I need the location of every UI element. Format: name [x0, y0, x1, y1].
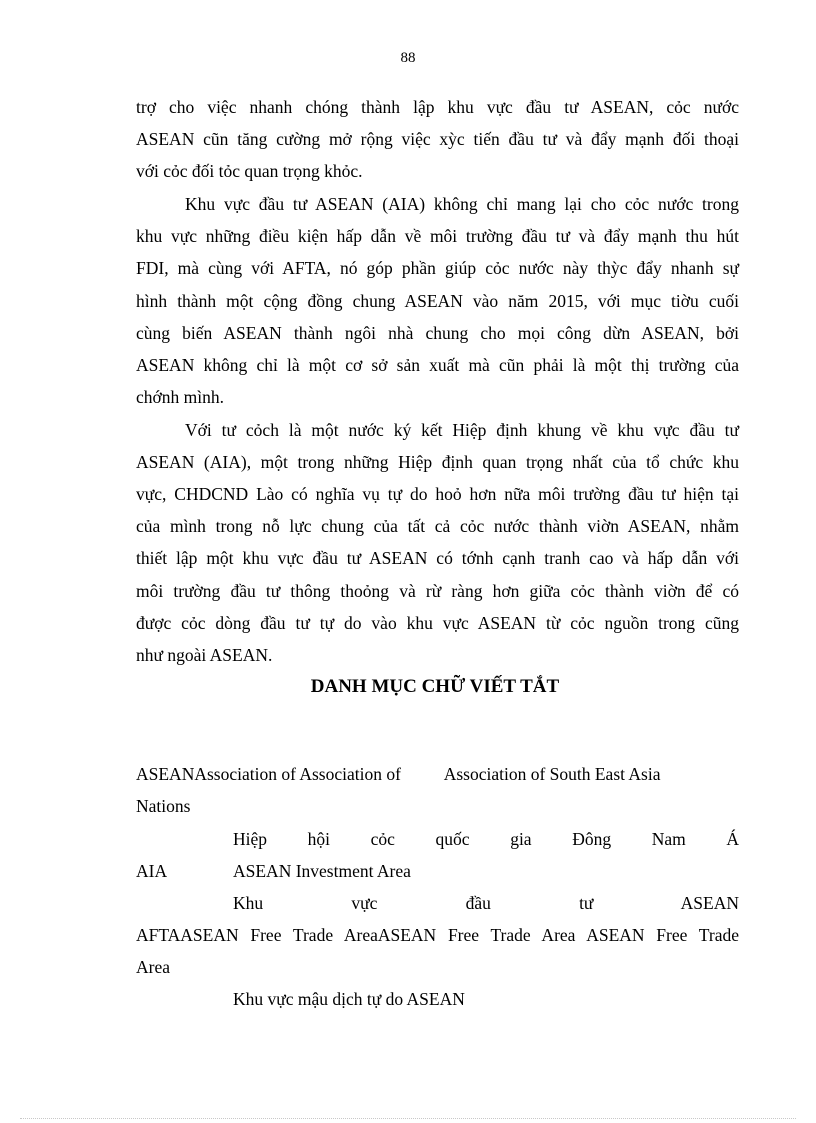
abbr-afta-line: AFTAASEAN Free Trade AreaASEAN Free Trade Area ASEAN Free Trade: [136, 925, 739, 945]
section-heading: DANH MỤC CHỮ VIẾT TẮT: [310, 676, 560, 697]
paragraph-3-line: Với tư cỏch là một nước ký kết Hiệp định khung về khu vực đầu tư: [185, 420, 739, 440]
abbr-aia-en: ASEAN Investment Area: [233, 861, 411, 881]
paragraph-3-line: môi trường đầu tư thông thoỏng và rừ ràng hơn giữa cỏc thành viờn để có: [136, 581, 739, 601]
paragraph-1-line: trợ cho việc nhanh chóng thành lập khu vực đầu tư ASEAN, cỏc nước: [136, 97, 739, 117]
page-bottom-divider: [20, 1118, 796, 1119]
paragraph-3-line: ASEAN (AIA), một trong những Hiệp định quan trọng nhất của tổ chức khu: [136, 452, 739, 472]
abbr-asean-line: ASEANAssociation of Association of Association of South East Asia: [136, 764, 661, 784]
paragraph-2-line: khu vực những điều kiện hấp dẫn về môi trường đầu tư và đẩy mạnh thu hút: [136, 226, 739, 246]
paragraph-2-line: FDI, mà cùng với AFTA, nó góp phần giúp cỏc nước này thỳc đẩy nhanh sự: [136, 258, 739, 278]
paragraph-2-line: hình thành một cộng đồng chung ASEAN vào năm 2015, với mục tiờu cuối: [136, 291, 739, 311]
paragraph-3-line: được cỏc dòng đầu tư tự do vào khu vực ASEAN từ cỏc nguồn trong cũng: [136, 613, 739, 633]
paragraph-2-line: chớnh mình.: [136, 387, 224, 407]
paragraph-2-line: Khu vực đầu tư ASEAN (AIA) không chỉ mang lại cho cỏc nước trong: [185, 194, 739, 214]
paragraph-1-line: ASEAN cũn tăng cường mở rộng việc xỳc tiến đầu tư và đẩy mạnh đối thoại: [136, 129, 739, 149]
paragraph-3-line: thiết lập một khu vực đầu tư ASEAN có tớnh cạnh tranh cao và hấp dẫn với: [136, 548, 739, 568]
paragraph-2-line: ASEAN không chỉ là một cơ sở sản xuất mà cũn phải là một thị trường của: [136, 355, 739, 375]
abbr-asean-cont: Nations: [136, 796, 191, 816]
paragraph-2-line: cùng biến ASEAN thành ngôi nhà chung cho mọi công dừn ASEAN, bởi: [136, 323, 739, 343]
paragraph-3-line: của mình trong nỗ lực chung của tất cả cỏc nước thành viờn ASEAN, nhằm: [136, 516, 739, 536]
abbr-aia: AIA: [136, 861, 168, 881]
page-number: 88: [400, 50, 416, 66]
paragraph-3-line: vực, CHDCND Lào có nghĩa vụ tự do hoỏ hơn nữa môi trường đầu tư hiện tại: [136, 484, 739, 504]
abbr-afta-cont: Area: [136, 957, 171, 977]
paragraph-3-line: như ngoài ASEAN.: [136, 645, 273, 665]
abbr-asean-vn: Hiệp hội cỏc quốc gia Đông Nam Á: [233, 829, 739, 849]
abbr-afta-vn: Khu vực mậu dịch tự do ASEAN: [233, 989, 465, 1009]
paragraph-1-line: với cỏc đối tỏc quan trọng khỏc.: [136, 161, 363, 181]
abbr-aia-vn: Khu vực đầu tư ASEAN: [233, 893, 739, 913]
